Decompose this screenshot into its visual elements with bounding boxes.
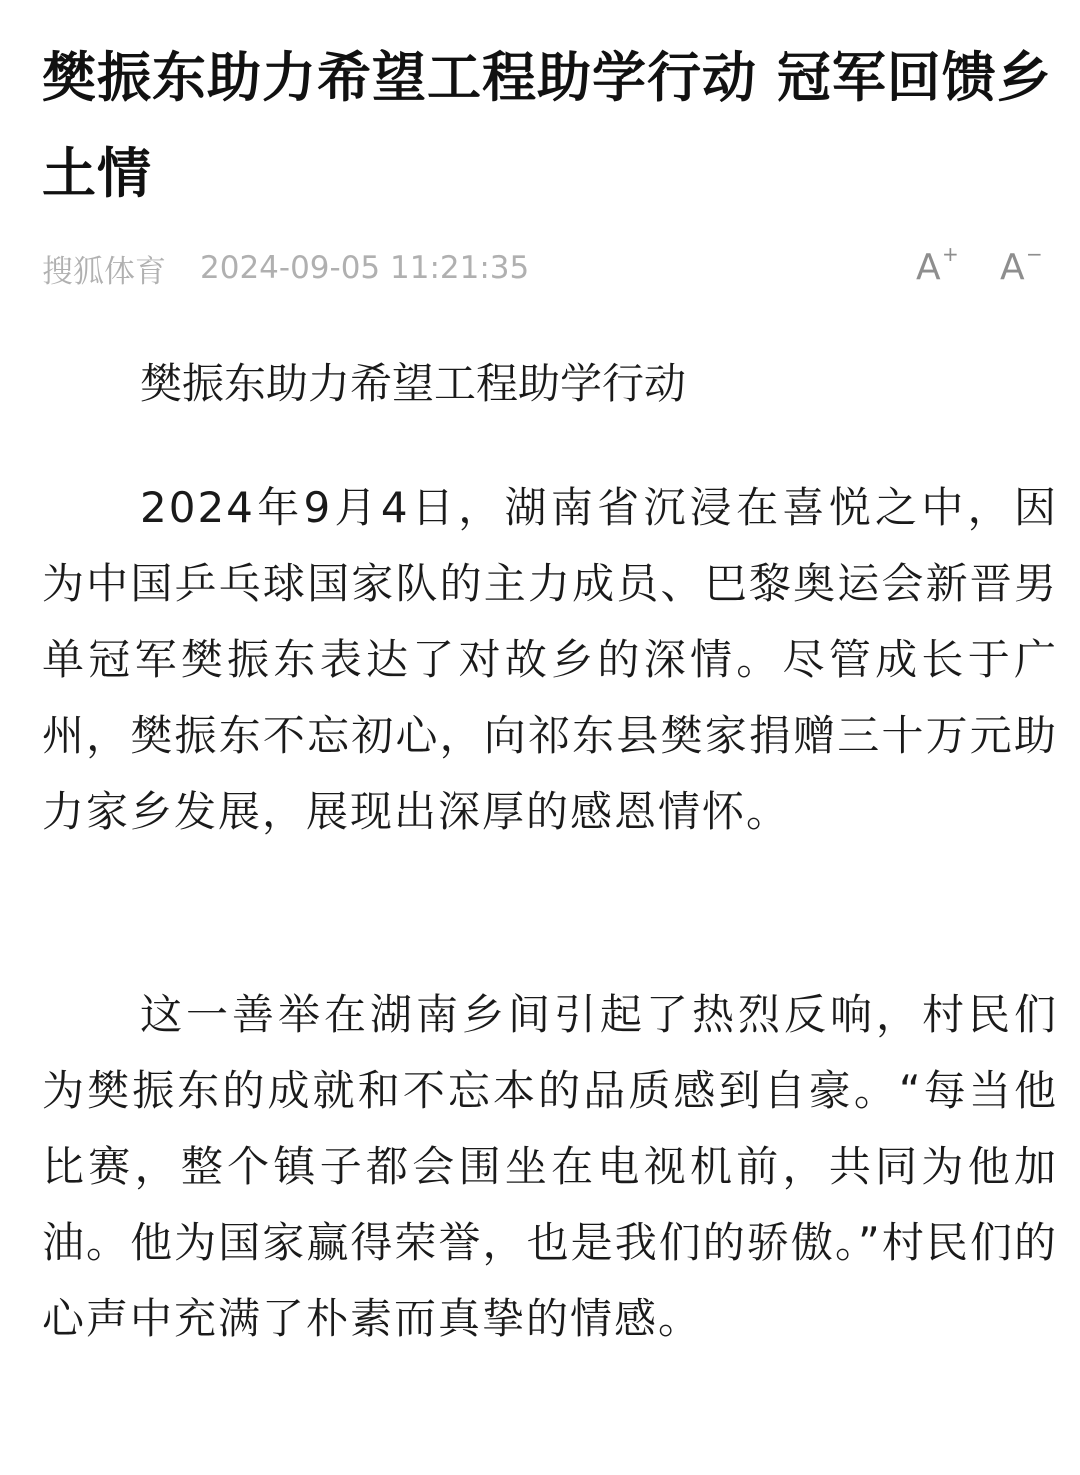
minus-icon: − — [1026, 242, 1043, 266]
article-title: 樊振东助力希望工程助学行动 冠军回馈乡土情 — [42, 46, 1052, 205]
article-paragraph: 这一善举在湖南乡间引起了热烈反响，村民们为樊振东的成就和不忘本的品质感到自豪。“每当他比赛，整个镇子都会围坐在电视机前，共同为他加油。他为国家赢得荣誉，也是我们的骄傲。”村民们的心声中充满了朴素而真挚的情感。 — [42, 990, 1058, 1343]
article-source[interactable]: 搜狐体育 — [42, 253, 166, 290]
plus-icon: + — [942, 242, 959, 266]
decrease-font-button[interactable] — [998, 244, 1042, 292]
article-paragraph: 2024年9月4日，湖南省沉浸在喜悦之中，因为中国乒乓球国家队的主力成员、巴黎奥运会新晋男单冠军樊振东表达了对故乡的深情。尽管成长于广州，樊振东不忘初心，向祁东县樊家捐赠三十万元助力家乡发展，展现出深厚的感恩情怀。 — [42, 483, 1058, 836]
font-increase-icon: A — [916, 247, 941, 288]
article-timestamp: 2024-09-05 11:21:35 — [200, 250, 530, 286]
article-subheading: 樊振东助力希望工程助学行动 — [140, 359, 687, 408]
article-meta — [42, 244, 1042, 292]
increase-font-button[interactable] — [914, 244, 958, 292]
font-decrease-icon: A — [1000, 247, 1025, 288]
font-size-controls — [874, 244, 1042, 292]
